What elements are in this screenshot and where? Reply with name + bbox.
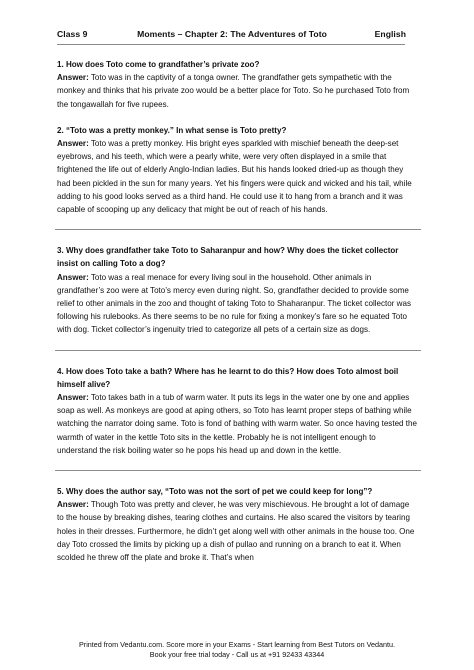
answer-5 [57,498,417,564]
answer-text: Toto was in the captivity of a tonga owner. The grandfather gets sympathetic with the monkey and thinks that his private zoo would be a better place for Toto. So he purchased Toto from the tongawallah for five rupees. [57,73,410,109]
answer-2 [57,137,417,216]
answer-label: Answer: [57,393,89,403]
answer-3 [57,271,417,337]
question-5: 5. Why does the author say, “Toto was not the sort of pet we could keep for long”? [57,487,373,497]
question-1: 1. How does Toto come to grandfather’s private zoo? [57,60,260,69]
footer-line-2: Book your free trial today - Call us at +91 92433 43344 [149,650,325,659]
answer-text: Though Toto was pretty and clever, he was very mischievous. He brought a lot of damage to the house by breaking dishes, tearing clothes and curtains. He also scared the visitors by tearing holes in their dresses. Furthermore, he didn’t get along well with other animals in the house too. One day Toto crossed the limits by picking up a dish of pullao and running on a branch to eat it. When scolded he threw off the plate and broke it. That’s when [57,500,415,563]
qa-item-4 [57,365,417,457]
question-2: 2. “Toto was a pretty monkey.” In what sense is Toto pretty? [57,125,287,135]
answer-4 [57,391,417,457]
footer-line-1: Printed from Vedantu.com. Score more in your Exams - Start learning from Best Tutors on Vedantu. [79,640,395,649]
answer-text: Toto was a pretty monkey. His bright eyes sparkled with mischief beneath the deep-set eyebrows, and his teeth, which were a pearly white, were very often displayed in a smile that frightened the life out of elderly Anglo-Indian ladies. But his hands looked dried-up as though they had been pickled in the sun for many years. Yet his fingers were quick and wicked and his tail, while adding to his good looks served as a third hand. He could use it to hang from a branch and it was capable of scooping up any delicacy that might be out of reach of his hands. [57,139,412,215]
divider-line [55,350,421,351]
divider-line [55,229,421,230]
qa-item-5 [57,485,417,564]
answer-label: Answer: [57,500,89,510]
qa-item-1 [57,58,417,111]
section-divider [57,337,417,365]
divider-line [55,470,421,471]
question-3: 3. Why does grandfather take Toto to Saharanpur and how? Why does the ticket collector insist on calling Toto a dog? [57,246,399,269]
answer-label: Answer: [57,139,89,149]
answer-label: Answer: [57,73,89,83]
header-divider [57,44,405,45]
question-4: 4. How does Toto take a bath? Where has he learnt to do this? How does Toto almost boil himself alive? [57,366,399,389]
section-divider [57,216,417,244]
answer-label: Answer: [57,272,89,282]
spacer [57,111,417,124]
class-label: Class 9 [57,29,88,39]
qa-item-2 [57,124,417,216]
page-header [57,27,406,41]
subject-label: English [374,29,406,39]
qa-content [57,58,417,564]
answer-1 [57,71,417,111]
chapter-title: Moments – Chapter 2: The Adventures of Toto [137,29,327,39]
answer-text: Toto takes bath in a tub of warm water. It puts its legs in the water one by one and applies soap as well. As monkeys are good at aping others, so Toto has learnt proper steps of bathing while watching the narrator doing same. Toto is fond of bathing with warm water. So once having tested the warmth of water in the kettle Toto sits in the kettle. Probably he is not intelligent enough to understand the risk boiling water so he pops his head up and down in the kettle. [57,393,417,455]
qa-item-3 [57,244,417,336]
section-divider [57,457,417,485]
page-footer [0,640,474,660]
answer-text: Toto was a real menace for every living soul in the household. Other animals in grandfather’s zoo were at Toto’s mercy even during night. So, grandfather decided to provide some relief to other animals in the zoo and thought of taking Toto to Shaharanpur. The ticket collector was following his rulebooks. As there seems to be no rule for fixing a monkey’s fare so he equated Toto with dog. Ticket collector’s ingenuity tried to categorize all pets of a certain size as dogs. [57,272,411,335]
